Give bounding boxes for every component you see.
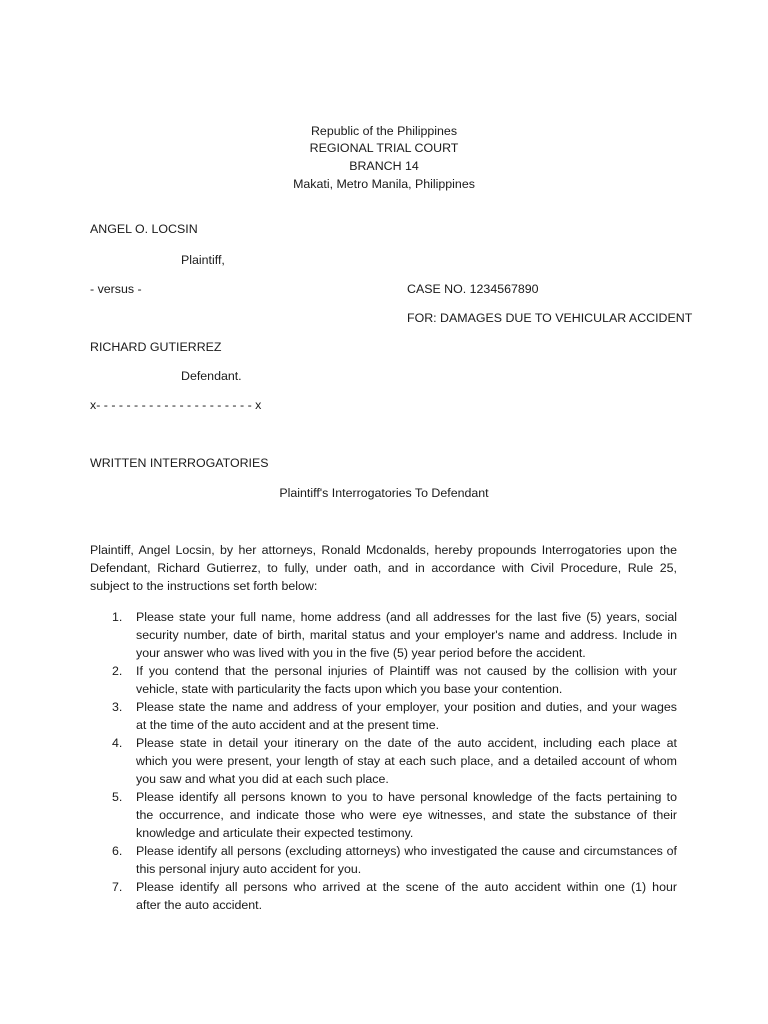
plaintiff-role: Plaintiff, <box>181 253 225 267</box>
item-number: 7. <box>112 880 123 894</box>
document-subtitle: Plaintiff's Interrogatories To Defendant <box>279 486 489 500</box>
item-line: which you were present, your length of stay at each such place, and a detailed account of whom <box>136 754 677 768</box>
item-number: 5. <box>112 790 123 804</box>
item-number: 2. <box>112 664 123 678</box>
list-item <box>90 698 677 734</box>
list-item <box>90 842 677 878</box>
item-line: Please identify all persons known to you to have personal knowledge of the facts pertaining to <box>136 790 677 804</box>
intro-paragraph <box>90 541 677 595</box>
item-line: at the time of the auto accident and at the present time. <box>136 718 440 732</box>
list-item <box>90 788 677 842</box>
item-number: 4. <box>112 736 123 750</box>
header-location: Makati, Metro Manila, Philippines <box>293 177 475 191</box>
item-line: Please state the name and address of your employer, your position and duties, and your wages <box>136 700 677 714</box>
document-title: WRITTEN INTERROGATORIES <box>90 456 269 470</box>
caption-separator: x- - - - - - - - - - - - - - - - - - - - - x <box>90 398 262 412</box>
header-branch: BRANCH 14 <box>349 159 419 173</box>
item-line: this personal injury auto accident for you. <box>136 862 362 876</box>
header-court: REGIONAL TRIAL COURT <box>309 141 459 155</box>
item-number: 1. <box>112 610 123 624</box>
item-number: 3. <box>112 700 123 714</box>
item-line: your answer who was lived with you in the five (5) year period before the accident. <box>136 646 586 660</box>
item-line: Please identify all persons (excluding attorneys) who investigated the cause and circumstances of <box>136 844 677 858</box>
versus-label: - versus - <box>90 282 142 296</box>
list-item <box>90 662 677 698</box>
list-item <box>90 608 677 662</box>
list-item <box>90 734 677 788</box>
case-number: CASE NO. 1234567890 <box>407 282 539 296</box>
item-line: Please identify all persons who arrived at the scene of the auto accident within one (1) hour <box>136 880 677 894</box>
item-line: security number, date of birth, marital status and your employer's name and address. Include in <box>136 628 677 642</box>
list-item <box>90 878 677 914</box>
case-subject: FOR: DAMAGES DUE TO VEHICULAR ACCIDENT <box>407 311 693 325</box>
item-line: Please state in detail your itinerary on the date of the auto accident, including each place at <box>136 736 677 750</box>
item-line: after the auto accident. <box>136 898 263 912</box>
item-line: the occurrence, and indicate those who were eye witnesses, and state the substance of their <box>136 808 677 822</box>
item-line: vehicle, state with particularity the facts upon which you base your contention. <box>136 682 563 696</box>
interrogatories-list <box>90 608 677 914</box>
defendant-role: Defendant. <box>181 369 242 383</box>
intro-line: Defendant, Richard Gutierrez, to fully, under oath, and in accordance with Civil Procedure, Rule 25, <box>90 561 677 575</box>
intro-line: subject to the instructions set forth below: <box>90 579 318 593</box>
defendant-name: RICHARD GUTIERREZ <box>90 340 222 354</box>
item-line: you saw and what you did at each such place. <box>136 772 389 786</box>
intro-line: Plaintiff, Angel Locsin, by her attorneys, Ronald Mcdonalds, hereby propounds Interrogatories upon the <box>90 543 677 557</box>
item-line: Please state your full name, home address (and all addresses for the last five (5) years, social <box>136 610 677 624</box>
plaintiff-name: ANGEL O. LOCSIN <box>90 222 198 236</box>
header-republic: Republic of the Philippines <box>310 124 458 138</box>
item-line: If you contend that the personal injuries of Plaintiff was not caused by the collision with your <box>136 664 677 678</box>
item-number: 6. <box>112 844 123 858</box>
item-line: knowledge and articulate their expected testimony. <box>136 826 414 840</box>
